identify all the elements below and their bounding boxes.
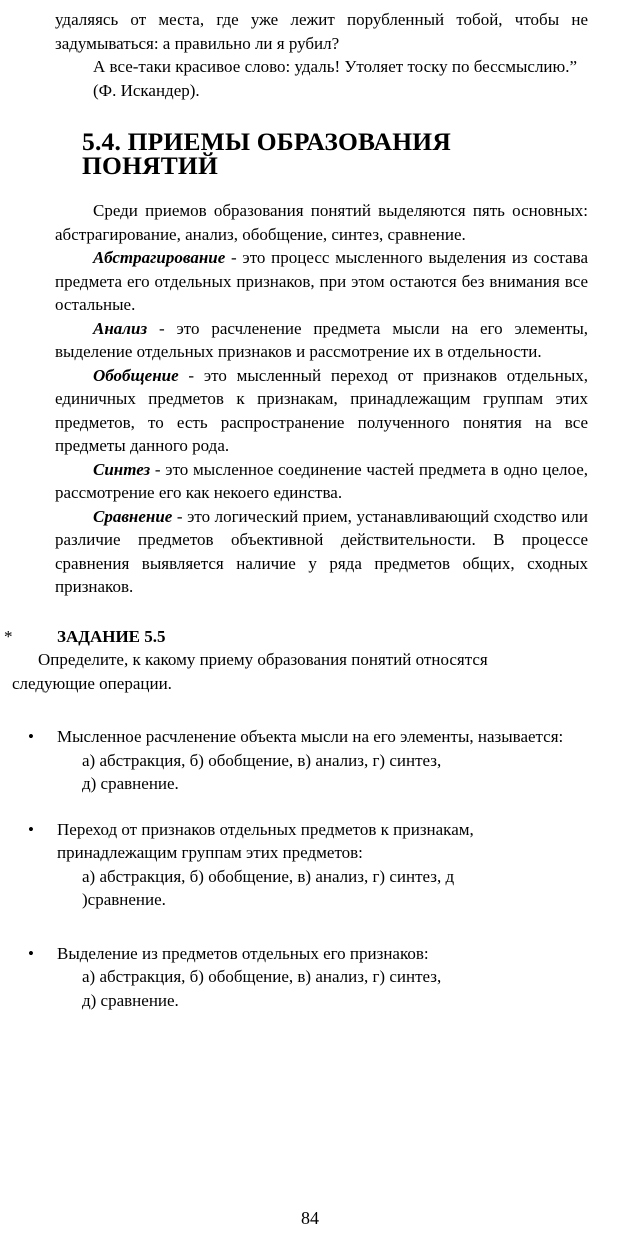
definition-text: - это мысленный переход от признаков отдельных, единичных предметов к признакам, принадлежащим группам этих предметов, то есть распространение полученного понятия на все предметы данного рода. <box>55 365 588 455</box>
page-number: 84 <box>301 1207 319 1228</box>
definition-term: Синтез <box>93 459 151 479</box>
bullet-icon: • <box>28 727 34 746</box>
definition-paragraph <box>55 364 588 458</box>
quiz-options <box>57 965 577 1012</box>
quiz-options-line: а) абстракция, б) обобщение, в) анализ, г) синтез, <box>82 750 442 770</box>
quote-closing-paragraph: А все-таки красивое слово: удаль! Утоляет тоску по бессмыслию.” <box>93 57 578 76</box>
definition-paragraph <box>55 246 588 317</box>
task-title: ЗАДАНИЕ 5.5 <box>57 626 166 646</box>
definition-paragraph <box>55 317 588 364</box>
quiz-item <box>12 818 577 912</box>
definition-text: - это расчленение предмета мысли на его элементы, выделение отдельных признаков и рассмотрение их в отдельности. <box>55 318 588 361</box>
definition-text: - это логический прием, устанавливающий сходство или различие предметов объективной действительности. В процессе сравнения выявляется наличие у ряда предметов общих, сходных признаков. <box>55 506 588 596</box>
quiz-options-line: а) абстракция, б) обобщение, в) анализ, г) синтез, <box>82 967 442 986</box>
quiz-list <box>12 725 588 1012</box>
task-title-row <box>4 625 588 649</box>
bullet-icon: • <box>28 819 34 839</box>
quote-attribution: (Ф. Искандер). <box>93 80 200 100</box>
quiz-options-line: д) сравнение. <box>82 990 179 1010</box>
quote-continuation-paragraph: удаляясь от места, где уже лежит порубленный тобой, чтобы не задумываться: а правильно ли я рубил? <box>55 10 588 53</box>
bullet-icon: • <box>28 943 34 963</box>
quiz-options-line: а) абстракция, б) обобщение, в) анализ, г) синтез, д <box>82 866 455 886</box>
definition-term: Обобщение <box>93 365 179 385</box>
quiz-options-line: д) сравнение. <box>82 774 179 793</box>
section-heading: 5.4. ПРИЕМЫ ОБРАЗОВАНИЯ ПОНЯТИЙ <box>82 127 451 180</box>
quiz-question: Переход от признаков отдельных предметов к признакам, принадлежащим группам этих предметов: <box>57 819 474 862</box>
definition-term: Абстрагирование <box>93 248 226 267</box>
quiz-item <box>12 942 577 1013</box>
quiz-options-line: )сравнение. <box>82 890 166 909</box>
task-section <box>4 625 588 1013</box>
quiz-item <box>12 725 577 796</box>
definition-text: - это процесс мысленного выделения из состава предмета его отдельных признаков, при этом остаются без внимания все остальные. <box>55 248 588 314</box>
definition-paragraph <box>55 505 588 599</box>
section-intro-paragraph: Среди приемов образования понятий выделяются пять основных: абстрагирование, анализ, обобщение, синтез, сравнение. <box>55 201 588 244</box>
quiz-question: Выделение из предметов отдельных его признаков: <box>57 943 429 963</box>
quiz-options <box>57 749 577 796</box>
definition-text: - это мысленное соединение частей предмета в одно целое, рассмотрение его как некоего единства. <box>55 459 588 502</box>
task-instruction: Определите, к какому приему образования понятий относятся следующие операции. <box>12 650 488 693</box>
margin-asterisk-marker: * <box>4 626 13 646</box>
definition-term: Сравнение <box>93 506 173 526</box>
quiz-options <box>57 865 577 912</box>
definition-term: Анализ <box>93 318 148 338</box>
definition-paragraph <box>55 458 588 505</box>
quiz-question: Мысленное расчленение объекта мысли на его элементы, называется: <box>57 727 564 746</box>
